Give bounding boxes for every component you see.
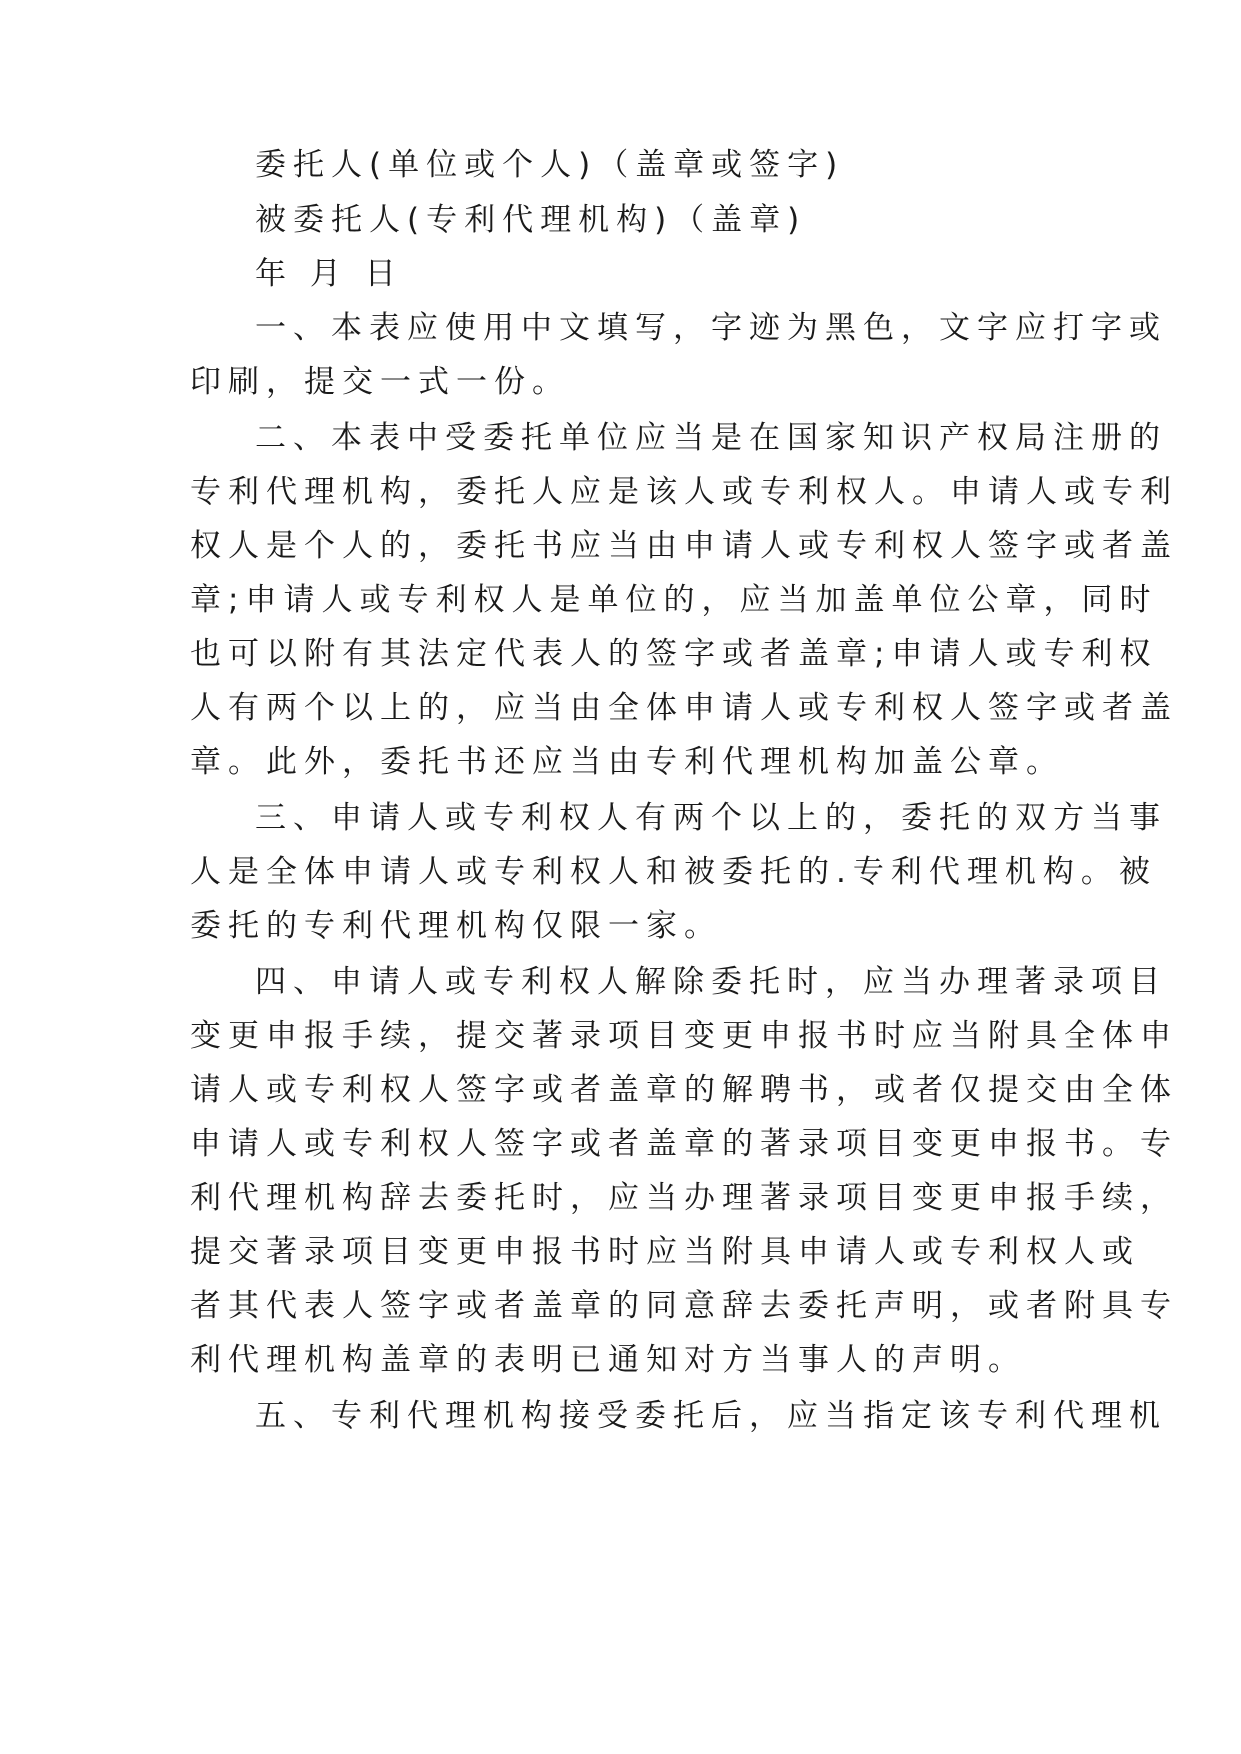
paragraph-2-line: 权人是个人的，委托书应当由申请人或专利权人签字或者盖 — [190, 528, 1178, 564]
paragraph-4-line: 提交著录项目变更申报书时应当附具申请人或专利权人或 — [190, 1234, 1140, 1270]
paragraph-4-line: 利代理机构盖章的表明已通知对方当事人的声明。 — [190, 1342, 1026, 1378]
signature-line-agent: 被委托人(专利代理机构)（盖章) — [255, 202, 807, 238]
date-line: 年 月 日 — [255, 256, 403, 292]
paragraph-4-line: 四、申请人或专利权人解除委托时，应当办理著录项目 — [255, 964, 1167, 1000]
paragraph-3-line: 委托的专利代理机构仅限一家。 — [190, 908, 722, 944]
paragraph-3-line: 三、申请人或专利权人有两个以上的，委托的双方当事 — [255, 800, 1167, 836]
paragraph-4-line: 申请人或专利权人签字或者盖章的著录项目变更申报书。专 — [190, 1126, 1178, 1162]
signature-line-principal: 委托人(单位或个人)（盖章或签字) — [255, 147, 845, 183]
paragraph-1-line: 印刷，提交一式一份。 — [190, 364, 570, 400]
paragraph-4-line: 变更申报手续，提交著录项目变更申报书时应当附具全体申 — [190, 1018, 1178, 1054]
paragraph-2-line: 也可以附有其法定代表人的签字或者盖章;申请人或专利权 — [190, 636, 1158, 672]
paragraph-4-line: 者其代表人签字或者盖章的同意辞去委托声明，或者附具专 — [190, 1288, 1178, 1324]
paragraph-2-line: 章;申请人或专利权人是单位的，应当加盖单位公章，同时 — [190, 582, 1158, 618]
paragraph-2-line: 章。此外，委托书还应当由专利代理机构加盖公章。 — [190, 744, 1064, 780]
paragraph-2-line: 二、本表中受委托单位应当是在国家知识产权局注册的 — [255, 420, 1167, 456]
paragraph-4-line: 利代理机构辞去委托时，应当办理著录项目变更申报手续， — [190, 1180, 1178, 1216]
paragraph-3-line: 人是全体申请人或专利权人和被委托的.专利代理机构。被 — [190, 854, 1157, 890]
paragraph-5-line: 五、专利代理机构接受委托后，应当指定该专利代理机 — [255, 1398, 1167, 1434]
paragraph-2-line: 专利代理机构，委托人应是该人或专利权人。申请人或专利 — [190, 474, 1178, 510]
paragraph-2-line: 人有两个以上的，应当由全体申请人或专利权人签字或者盖 — [190, 690, 1178, 726]
paragraph-1-line: 一、本表应使用中文填写，字迹为黑色，文字应打字或 — [255, 310, 1167, 346]
paragraph-4-line: 请人或专利权人签字或者盖章的解聘书，或者仅提交由全体 — [190, 1072, 1178, 1108]
